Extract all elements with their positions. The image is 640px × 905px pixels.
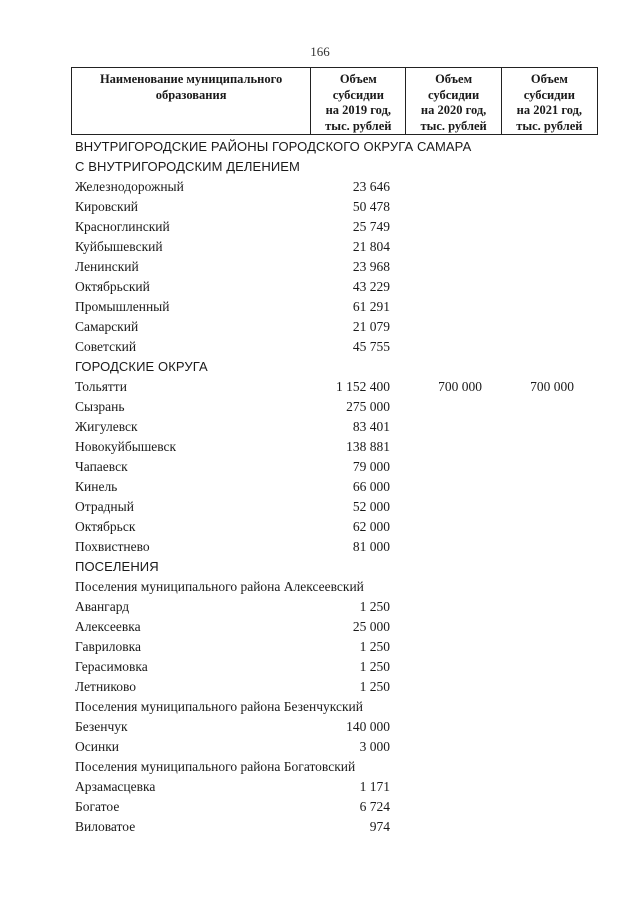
- value-2019: 1 152 400: [336, 379, 390, 394]
- table-row: [0, 817, 640, 837]
- header-line: на 2019 год,: [325, 103, 392, 117]
- row-label: Сызрань: [75, 399, 125, 414]
- row-label: Тольятти: [75, 379, 127, 394]
- row-label: Кинель: [75, 479, 118, 494]
- row-label: Осинки: [75, 739, 119, 754]
- row-label: Герасимовка: [75, 659, 148, 674]
- value-2019: 21 079: [352, 319, 390, 334]
- table-row: [0, 177, 640, 197]
- value-2019: 1 250: [359, 679, 390, 694]
- value-2019: 1 250: [359, 599, 390, 614]
- header-line: на 2021 год,: [516, 103, 583, 117]
- row-label: Отрадный: [75, 499, 134, 514]
- row-label: Поселения муниципального района Алексеевский: [75, 579, 364, 594]
- row-label: Ленинский: [75, 259, 139, 274]
- table-row: [0, 297, 640, 317]
- table-row: [0, 617, 640, 637]
- table-row: [0, 317, 640, 337]
- header-line: Объем: [435, 72, 473, 86]
- value-2019: 66 000: [352, 479, 390, 494]
- header-line: тыс. рублей: [420, 118, 487, 133]
- table-row: [0, 417, 640, 437]
- subsection-heading: [0, 757, 640, 777]
- value-2019: 61 291: [352, 299, 390, 314]
- header-municipality-name: [72, 68, 311, 134]
- table-row: [0, 377, 640, 397]
- row-label: Богатое: [75, 799, 120, 814]
- section-heading: [0, 137, 640, 157]
- value-2019: 1 250: [359, 639, 390, 654]
- table-row: [0, 777, 640, 797]
- value-2019: 140 000: [346, 719, 390, 734]
- value-2019: 6 724: [359, 799, 390, 814]
- header-subsidy-2021: [502, 68, 597, 134]
- value-2019: 79 000: [352, 459, 390, 474]
- value-2019: 25 000: [352, 619, 390, 634]
- value-2019: 23 968: [352, 259, 390, 274]
- row-label: Поселения муниципального района Богатовский: [75, 759, 356, 774]
- value-2021: 700 000: [530, 379, 574, 394]
- row-label: Самарский: [75, 319, 139, 334]
- header-line: Объем: [339, 72, 377, 86]
- header-line: субсидии: [523, 87, 575, 102]
- table-row: [0, 457, 640, 477]
- value-2019: 974: [369, 819, 390, 834]
- value-2019: 62 000: [352, 519, 390, 534]
- table-row: [0, 677, 640, 697]
- value-2019: 21 804: [352, 239, 390, 254]
- value-2019: 1 171: [359, 779, 390, 794]
- row-label: Жигулевск: [75, 419, 138, 434]
- header-line: субсидии: [332, 87, 384, 102]
- table-row: [0, 277, 640, 297]
- table-row: [0, 477, 640, 497]
- table-row: [0, 537, 640, 557]
- table-row: [0, 237, 640, 257]
- row-label: Поселения муниципального района Безенчукский: [75, 699, 363, 714]
- value-2019: 50 478: [352, 199, 390, 214]
- table-row: [0, 397, 640, 417]
- table-row: [0, 637, 640, 657]
- header-subsidy-2019: [311, 68, 406, 134]
- row-label: Похвистнево: [75, 539, 150, 554]
- value-2019: 25 749: [352, 219, 390, 234]
- row-label: Железнодорожный: [75, 179, 184, 194]
- header-line: субсидии: [427, 87, 480, 102]
- row-label: Арзамасцевка: [75, 779, 156, 794]
- row-label: Летниково: [75, 679, 137, 694]
- row-label: ПОСЕЛЕНИЯ: [75, 559, 159, 574]
- section-heading: [0, 157, 640, 177]
- row-label: Новокуйбышевск: [75, 439, 177, 454]
- row-label: Красноглинский: [75, 219, 170, 234]
- table-row: [0, 257, 640, 277]
- value-2019: 275 000: [346, 399, 390, 414]
- row-label: С ВНУТРИГОРОДСКИМ ДЕЛЕНИЕМ: [75, 159, 300, 174]
- value-2020: 700 000: [438, 379, 482, 394]
- row-label: Октябрьск: [75, 519, 136, 534]
- table-row: [0, 497, 640, 517]
- table-row: [0, 517, 640, 537]
- header-line: тыс. рублей: [325, 118, 392, 133]
- row-label: Октябрьский: [75, 279, 150, 294]
- row-label: Чапаевск: [75, 459, 128, 474]
- table-row: [0, 717, 640, 737]
- row-label: Гавриловка: [75, 639, 142, 654]
- section-heading: [0, 357, 640, 377]
- value-2019: 138 881: [346, 439, 390, 454]
- table-row: [0, 337, 640, 357]
- table-row: [0, 217, 640, 237]
- table-row: [0, 597, 640, 617]
- value-2019: 45 755: [352, 339, 390, 354]
- row-label: Виловатое: [75, 819, 136, 834]
- row-label: Авангард: [75, 599, 130, 614]
- value-2019: 43 229: [352, 279, 390, 294]
- value-2019: 81 000: [352, 539, 390, 554]
- header-line: образования: [155, 87, 227, 102]
- table-row: [0, 437, 640, 457]
- row-label: Промышленный: [75, 299, 170, 314]
- value-2019: 3 000: [359, 739, 390, 754]
- table-row: [0, 797, 640, 817]
- row-label: Куйбышевский: [75, 239, 163, 254]
- row-label: Алексеевка: [75, 619, 141, 634]
- row-label: ГОРОДСКИЕ ОКРУГА: [75, 359, 208, 374]
- row-label: Безенчук: [75, 719, 128, 734]
- header-subsidy-2020: [406, 68, 501, 134]
- subsection-heading: [0, 577, 640, 597]
- table-row: [0, 197, 640, 217]
- header-line: тыс. рублей: [516, 118, 583, 133]
- row-label: ВНУТРИГОРОДСКИЕ РАЙОНЫ ГОРОДСКОГО ОКРУГА САМАРА: [75, 139, 472, 154]
- table-row: [0, 657, 640, 677]
- value-2019: 52 000: [352, 499, 390, 514]
- page-number: 166: [310, 44, 330, 59]
- table-row: [0, 737, 640, 757]
- header-line: на 2020 год,: [420, 103, 487, 117]
- table-body: [0, 137, 640, 837]
- row-label: Кировский: [75, 199, 139, 214]
- table-header: [71, 67, 598, 135]
- row-label: Советский: [75, 339, 137, 354]
- subsection-heading: [0, 697, 640, 717]
- value-2019: 1 250: [359, 659, 390, 674]
- value-2019: 83 401: [352, 419, 390, 434]
- header-line: Наименование муниципального: [99, 72, 283, 86]
- header-line: Объем: [530, 72, 568, 86]
- value-2019: 23 646: [352, 179, 390, 194]
- section-heading: [0, 557, 640, 577]
